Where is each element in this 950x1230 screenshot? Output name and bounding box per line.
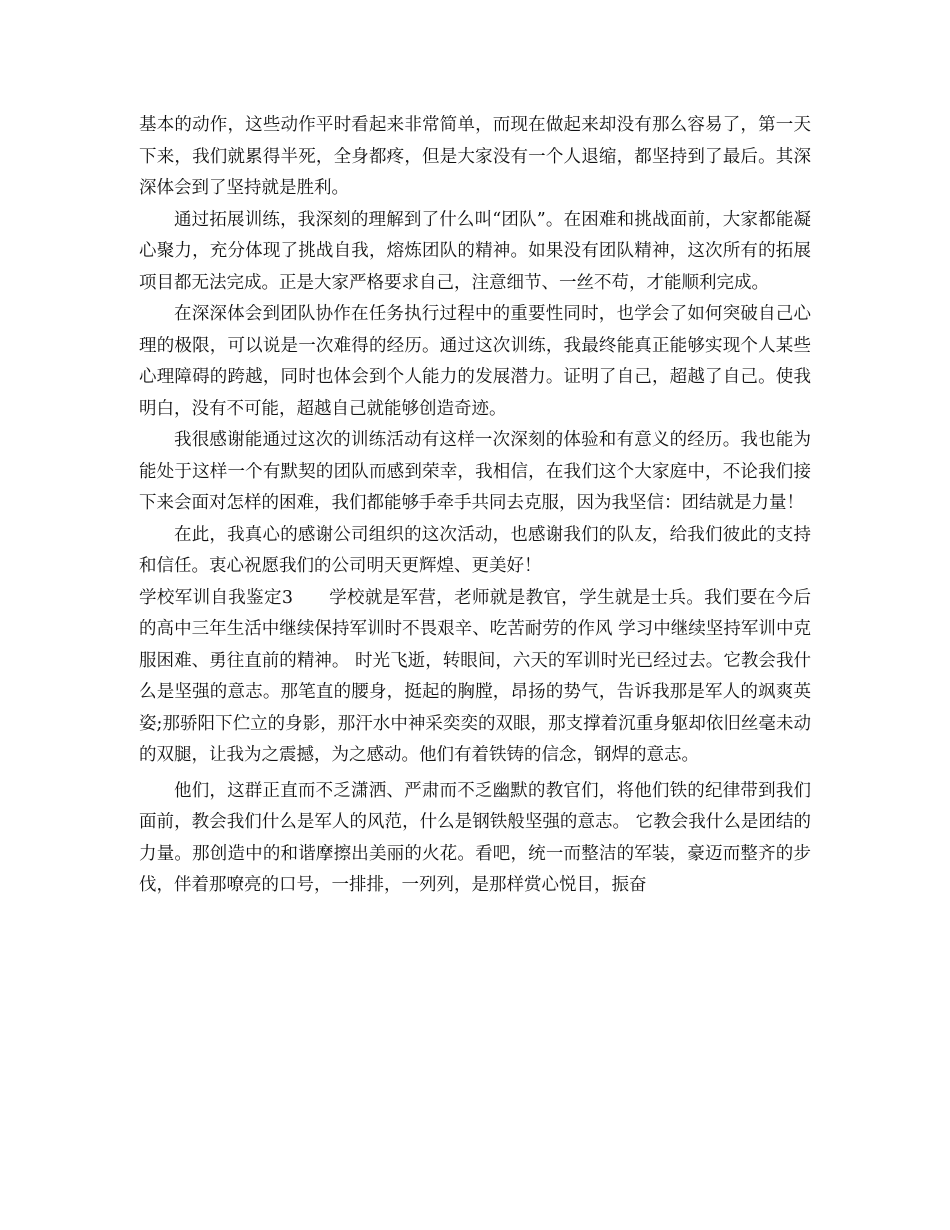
paragraph-3: 在深深体会到团队协作在任务执行过程中的重要性同时，也学会了如何突破自己心理的极限，可以说是一次难得的经历。通过这次训练，我最终能真正能够实现个人某些心理障碍的跨越，同时也体会到个人能力的发展潜力。证明了自己，超越了自己。使我明白，没有不可能，超越自己就能够创造奇迹。 xyxy=(139,304,811,419)
paragraph-5: 在此，我真心的感谢公司组织的这次活动，也感谢我们的队友，给我们彼此的支持和信任。衷心祝愿我们的公司明天更辉煌、更美好！ xyxy=(139,524,811,576)
paragraph-4: 我很感谢能通过这次的训练活动有这样一次深刻的体验和有意义的经历。我也能为能处于这样一个有默契的团队而感到荣幸，我相信，在我们这个大家庭中，不论我们接下来会面对怎样的困难，我们都能够手牵手共同去克服，因为我坚信：团结就是力量！ xyxy=(139,430,811,513)
paragraph-7: 他们，这群正直而不乏潇洒、严肃而不乏幽默的教官们，将他们铁的纪律带到我们面前，教会我们什么是军人的风范，什么是钢铁般坚强的意志。 它教会我什么是团结的力量。那创造中的和谐摩擦出美丽的火花。看吧，统一而整洁的军装，豪迈而整齐的步伐，伴着那嘹亮的口号，一排排，一列列，是那样赏心悦目，振奋 xyxy=(139,780,811,895)
paragraph-1: 基本的动作，这些动作平时看起来非常简单，而现在做起来却没有那么容易了，第一天下来，我们就累得半死，全身都疼，但是大家没有一个人退缩，都坚持到了最后。其深深体会到了坚持就是胜利。 xyxy=(139,115,811,198)
paragraph-6-section-heading: 学校军训自我鉴定3 学校就是军营，老师就是教官，学生就是士兵。我们要在今后的高中三年生活中继续保持军训时不畏艰辛、吃苦耐劳的作风 学习中继续坚持军训中克服困难、勇往直前的精神。 时光飞逝，转眼间，六天的军训时光已经过去。它教会我什么是坚强的意志。那笔直的腰身，挺起的胸膛，昂扬的势气，告诉我那是军人的飒爽英姿;那骄阳下伫立的身影，那汗水中神采奕奕的双眼，那支撑着沉重身躯却依旧丝毫未动的双腿，让我为之震撼，为之感动。他们有着铁铸的信念，钢焊的意志。 xyxy=(139,587,811,765)
document-page xyxy=(139,110,811,902)
paragraph-2: 通过拓展训练，我深刻的理解到了什么叫“团队”。在困难和挑战面前，大家都能凝心聚力，充分体现了挑战自我，熔炼团队的精神。如果没有团队精神，这次所有的拓展项目都无法完成。正是大家严格要求自己，注意细节、一丝不苟，才能顺利完成。 xyxy=(139,209,811,293)
